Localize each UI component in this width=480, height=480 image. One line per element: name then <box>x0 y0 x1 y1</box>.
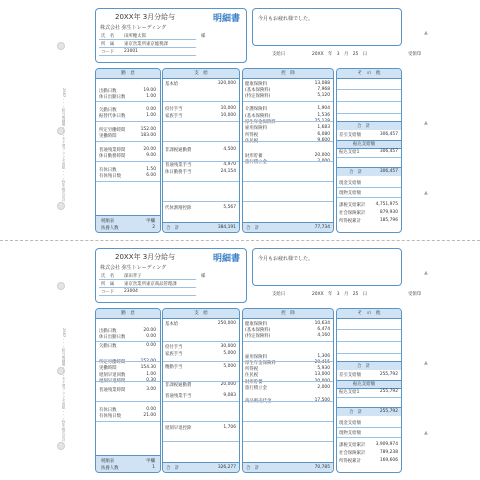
attendance-item-label: 出勤日数 <box>99 329 117 334</box>
pay-date: 20XX 年 3 月 25 日 <box>312 292 368 297</box>
row-divider <box>96 141 160 142</box>
deductions-total-value: 70,785 <box>314 465 330 470</box>
attendance-item-label: 所定労働時間 <box>99 128 126 133</box>
tear-mark-icon: ▲ <box>424 120 428 126</box>
transfer-total-bar <box>337 167 401 176</box>
deduction-item-label: 旅行積立金 <box>245 386 267 391</box>
attendance-item-value: 154.30 <box>140 365 156 370</box>
deductions-total-label: 合 計 <box>246 226 260 231</box>
row-divider <box>163 401 239 402</box>
deduction-item-label: 住民税 <box>245 373 259 378</box>
row-divider <box>337 101 401 102</box>
row-divider <box>243 141 333 142</box>
attendance-item-value: 3.00 <box>146 387 156 392</box>
row-divider <box>337 397 401 398</box>
transfer-label: 振込支給1 <box>339 150 360 155</box>
tear-mark-icon: ▲ <box>424 190 428 196</box>
row-divider <box>163 341 239 342</box>
row-divider <box>163 141 239 142</box>
row-divider <box>243 421 333 422</box>
payment-item-label: 非課税通勤費 <box>165 148 192 153</box>
deductions-total-value: 77,734 <box>314 225 330 230</box>
attendance-item-label: 普通残業時間 <box>99 148 126 153</box>
payment-item-value: 30,000 <box>220 344 236 349</box>
attendance-item-value: 1.00 <box>146 113 156 118</box>
other-total-label: 合 計 <box>357 124 371 129</box>
row-divider <box>163 181 239 182</box>
deduction-item-label: 所得税 <box>245 133 259 138</box>
deduction-item-label: 厚生年金保険料 <box>245 361 276 366</box>
tear-mark-icon: ▲ <box>424 360 428 366</box>
other-total-label: 合 計 <box>357 364 371 369</box>
deduction-item-value: 10,634 <box>314 321 330 326</box>
payment-item-value: 24,154 <box>220 169 236 174</box>
payments-header: 支 給 <box>163 69 239 79</box>
payments-total-bar <box>163 462 239 472</box>
tear-mark-icon: ▲ <box>424 430 428 436</box>
attendance-item-label: 有休残日数 <box>99 174 121 179</box>
deduction-item-value: 1,683 <box>317 125 330 130</box>
attendance-item-value: 1.50 <box>146 167 156 172</box>
code-label: コード <box>101 50 115 55</box>
employee-name: 深田孝子 <box>124 274 142 279</box>
company-name: 株式会社 弥生トレーディング <box>100 265 167 271</box>
dept-label: 所 属 <box>101 42 115 47</box>
deduction-item-value: 13,000 <box>314 372 330 377</box>
row-divider <box>337 157 401 158</box>
attendance-item-value: 6.00 <box>146 173 156 178</box>
row-divider <box>243 401 333 402</box>
dependents-label: 扶養人数 <box>101 466 119 471</box>
row-divider <box>96 101 160 102</box>
transfer-header-bar <box>337 380 401 389</box>
net-pay-value: 306,457 <box>379 132 398 137</box>
attendance-item-value: 152.00 <box>140 359 156 364</box>
other-total-bar <box>337 121 401 130</box>
employee-code: 23004 <box>124 289 138 294</box>
deduction-item-label: 雇用保険料 <box>245 126 267 131</box>
payments-total-label: 合 計 <box>166 466 180 471</box>
deduction-item-label: (特定保険料) <box>245 94 271 99</box>
row-divider <box>96 341 160 342</box>
row-divider <box>163 121 239 122</box>
name-label: 氏 名 <box>101 274 115 279</box>
deduction-item-value: 9,600 <box>317 138 330 143</box>
payments-total-value: 384,191 <box>217 225 236 230</box>
summary-item-value: 789,238 <box>379 450 398 455</box>
underline <box>99 55 196 56</box>
in-kind-pay-label: 現物支給額 <box>339 191 361 196</box>
attendance-item-value: 152.00 <box>140 127 156 132</box>
payment-item-value: 9,083 <box>223 393 236 398</box>
payments-section <box>162 308 240 473</box>
deduction-item-label: (特定保険料) <box>245 334 271 339</box>
receipt-label: 受領印 <box>408 292 422 297</box>
attendance-item-value: 0.00 <box>146 334 156 339</box>
perforation-line <box>0 240 480 241</box>
transfer-total-label: 合 計 <box>349 170 363 175</box>
net-pay-label: 差引支給額 <box>339 373 361 378</box>
row-divider <box>337 329 401 330</box>
tear-mark-icon: ▲ <box>424 30 428 36</box>
payment-item-label: 普通残業手当 <box>165 394 192 399</box>
payment-item-value: 4,970 <box>223 162 236 167</box>
deduction-item-label: 旅行積立金 <box>245 160 267 165</box>
summary-item-label: 所得税累計 <box>339 219 361 224</box>
row-divider <box>243 381 333 382</box>
summary-item-label: 課税支給累計 <box>339 203 366 208</box>
transfer-value: 255,792 <box>379 389 398 394</box>
row-divider <box>96 121 160 122</box>
underline <box>99 295 196 296</box>
employee-name: 田所穂太郎 <box>124 34 146 39</box>
payslip <box>0 240 480 480</box>
row-divider <box>243 121 333 122</box>
payment-item-value: 5,000 <box>223 364 236 369</box>
payments-section <box>162 68 240 233</box>
attendance-item-value: 1.00 <box>146 94 156 99</box>
payment-item-value: 250,000 <box>217 321 236 326</box>
deduction-item-label: (基本保険料) <box>245 114 271 119</box>
underline <box>99 47 196 48</box>
attendance-item-label: 実働時間 <box>99 134 117 139</box>
row-divider <box>337 353 401 354</box>
deduction-item-value: 1,306 <box>317 354 330 359</box>
deductions-header: 控 除 <box>243 309 333 319</box>
attendance-item-label: 欠勤日数 <box>99 344 117 349</box>
deduction-item-value: 20,415 <box>314 360 330 365</box>
summary-item-value: 879,930 <box>379 210 398 215</box>
row-divider <box>243 441 333 442</box>
deduction-item-value: 20,000 <box>314 379 330 384</box>
attendance-header: 勤 怠 <box>96 69 160 79</box>
tax-table-label: 税額表 <box>101 459 115 464</box>
row-divider <box>337 427 401 428</box>
document-title: 明細書 <box>213 14 241 24</box>
row-divider <box>337 187 401 188</box>
other-section <box>336 68 402 233</box>
transfer-label: 振込支給1 <box>339 390 360 395</box>
underline <box>99 279 196 280</box>
employee-code: 23001 <box>124 49 138 54</box>
summary-item-value: 169,606 <box>379 458 398 463</box>
attendance-item-label: 有休日数 <box>99 408 117 413</box>
payments-header: 支 給 <box>163 309 239 319</box>
attendance-item-label: 休日出勤日数 <box>99 95 126 100</box>
deductions-total-bar <box>243 462 333 472</box>
row-divider <box>96 421 160 422</box>
deduction-item-label: 財形貯蓄 <box>245 154 263 159</box>
attendance-section <box>95 68 161 233</box>
underline <box>99 287 196 288</box>
document-title: 明細書 <box>213 254 241 264</box>
payment-item-value: 10,000 <box>220 113 236 118</box>
summary-item-label: 課税支給累計 <box>339 443 366 448</box>
deduction-item-value: 6,474 <box>317 327 330 332</box>
message-text: 今月もお疲れ様でした。 <box>258 16 314 22</box>
attendance-item-value: 20.00 <box>143 147 156 152</box>
deductions-total-label: 合 計 <box>246 466 260 471</box>
row-divider <box>337 89 401 90</box>
other-header: そ の 他 <box>337 309 401 319</box>
attendance-item-label: 遅刻早退回数 <box>99 373 126 378</box>
row-divider <box>243 161 333 162</box>
attendance-item-value: 0.00 <box>146 107 156 112</box>
attendance-item-label: 遅刻早退時間 <box>99 379 126 384</box>
honorific: 様 <box>201 34 206 39</box>
attendance-item-label: 休日出勤日数 <box>99 335 126 340</box>
header-box <box>95 8 247 63</box>
deduction-item-value: 13,088 <box>314 81 330 86</box>
attendance-item-value: 0.00 <box>146 343 156 348</box>
edge-print-text: 2987・・・給与明細書・・・タテ型プリンタ用紙・・・弥生株式会社 <box>62 328 66 442</box>
dependents-value: 2 <box>152 225 155 230</box>
payment-item-label: 家族手当 <box>165 114 183 119</box>
row-divider <box>163 421 239 422</box>
payment-item-value: 5,567 <box>223 205 236 210</box>
dependents-value: 1 <box>152 465 155 470</box>
payment-item-label: 休日勤務手当 <box>165 170 192 175</box>
row-divider <box>96 401 160 402</box>
payment-item-value: 1,706 <box>223 425 236 430</box>
department: 東京営業所東京総務課 <box>124 42 168 47</box>
pay-period: 20XX年 3月分給与 <box>115 13 176 21</box>
other-header: そ の 他 <box>337 69 401 79</box>
department: 東京営業所東京商品管理課 <box>124 282 177 287</box>
payment-item-label: 非課税通勤費 <box>165 383 192 388</box>
summary-item-label: 社会保険累計 <box>339 211 366 216</box>
attendance-item-label: 有休残日数 <box>99 414 121 419</box>
message-box <box>252 8 402 46</box>
payment-item-label: 精勤手当 <box>165 365 183 370</box>
deduction-item-label: 商品販売代金 <box>245 399 272 404</box>
summary-item-value: 3,909,974 <box>375 442 398 447</box>
attendance-item-label: 普通残業時間 <box>99 388 126 393</box>
deduction-item-value: 2,000 <box>317 385 330 390</box>
row-divider <box>337 341 401 342</box>
row-divider <box>243 341 333 342</box>
tax-table-label: 税額表 <box>101 219 115 224</box>
deduction-item-label: 厚生年金保険料 <box>245 120 276 125</box>
summary-item-value: 4,751,975 <box>375 202 398 207</box>
transfer-header: 振込支給額 <box>353 142 375 147</box>
row-divider <box>163 381 239 382</box>
payment-item-value: 320,000 <box>217 81 236 86</box>
attendance-item-label: 休日勤務時間 <box>99 154 126 159</box>
honorific: 様 <box>201 274 206 279</box>
attendance-item-label: 実働時間 <box>99 366 117 371</box>
row-divider <box>163 201 239 202</box>
net-pay-value: 255,792 <box>379 372 398 377</box>
payment-item-label: 基本給 <box>165 82 179 87</box>
attendance-item-label: 振替代休日数 <box>99 114 126 119</box>
other-total-bar <box>337 361 401 370</box>
attendance-item-value: 19.00 <box>143 88 156 93</box>
message-box <box>252 248 402 286</box>
payment-item-label: 基本給 <box>165 322 179 327</box>
payment-item-value: 4,500 <box>223 147 236 152</box>
row-divider <box>163 361 239 362</box>
row-divider <box>337 113 401 114</box>
in-kind-pay-label: 現物支給額 <box>339 431 361 436</box>
other-section <box>336 308 402 473</box>
deduction-item-value: 1,536 <box>317 113 330 118</box>
payment-item-label: 家族手当 <box>165 352 183 357</box>
deduction-item-label: (基本保険料) <box>245 328 271 333</box>
name-label: 氏 名 <box>101 34 115 39</box>
row-divider <box>96 361 160 362</box>
attendance-item-label: 出勤日数 <box>99 89 117 94</box>
deduction-item-value: 7,968 <box>317 87 330 92</box>
row-divider <box>243 181 333 182</box>
deductions-section <box>242 308 334 473</box>
row-divider <box>163 161 239 162</box>
row-divider <box>243 361 333 362</box>
payment-item-value: 10,000 <box>220 106 236 111</box>
row-divider <box>337 197 401 198</box>
transfer-value: 306,457 <box>379 149 398 154</box>
payments-total-label: 合 計 <box>166 226 180 231</box>
row-divider <box>163 441 239 442</box>
deduction-item-label: 健康保険料 <box>245 82 267 87</box>
payment-item-label: 普通残業手当 <box>165 163 192 168</box>
receipt-label: 受領印 <box>408 52 422 57</box>
transfer-total-bar <box>337 407 401 416</box>
dependents-label: 扶養人数 <box>101 226 119 231</box>
attendance-item-value: 21.00 <box>143 413 156 418</box>
pay-date: 20XX 年 3 月 25 日 <box>312 52 368 57</box>
payment-item-label: 遅刻早退控除 <box>165 426 192 431</box>
deduction-item-label: 住民税 <box>245 139 259 144</box>
binder-hole <box>57 282 65 290</box>
deduction-item-value: 17,500 <box>314 398 330 403</box>
attendance-item-label: 有休日数 <box>99 168 117 173</box>
deductions-header: 控 除 <box>243 69 333 79</box>
deductions-section <box>242 68 334 233</box>
company-name: 株式会社 弥生トレーディング <box>100 25 167 31</box>
tax-table-value: 甲欄 <box>146 219 155 224</box>
row-divider <box>96 161 160 162</box>
row-divider <box>243 201 333 202</box>
attendance-footer <box>96 455 160 472</box>
payment-item-label: 代休割増控除 <box>165 206 192 211</box>
summary-item-value: 185,796 <box>379 218 398 223</box>
code-label: コード <box>101 290 115 295</box>
payments-total-value: 326,277 <box>217 465 236 470</box>
summary-item-label: 所得税累計 <box>339 459 361 464</box>
payments-total-bar <box>163 222 239 232</box>
deduction-item-value: 20,000 <box>314 153 330 158</box>
row-divider <box>163 101 239 102</box>
attendance-item-label: 所定労働時間 <box>99 360 126 365</box>
deduction-item-label: 財形貯蓄 <box>245 380 263 385</box>
deduction-item-value: 5,930 <box>317 366 330 371</box>
underline <box>99 39 196 40</box>
payment-item-label: 役付手当 <box>165 107 183 112</box>
attendance-header: 勤 怠 <box>96 309 160 319</box>
header-box <box>95 248 247 303</box>
cash-pay-label: 現金支給額 <box>339 181 361 186</box>
deduction-item-label: 健康保険料 <box>245 322 267 327</box>
deduction-item-label: 介護保険料 <box>245 107 267 112</box>
attendance-item-value: 0.00 <box>146 407 156 412</box>
edge-print-text: 2987・・・給与明細書・・・タテ型プリンタ用紙・・・弥生株式会社 <box>62 88 66 202</box>
transfer-header: 振込支給額 <box>353 382 375 387</box>
attendance-item-label: 欠勤日数 <box>99 108 117 113</box>
binder-hole <box>57 202 65 210</box>
deduction-item-value: 2,000 <box>317 159 330 164</box>
transfer-header-bar <box>337 140 401 149</box>
row-divider <box>96 181 160 182</box>
cash-pay-label: 現金支給額 <box>339 421 361 426</box>
deduction-item-label: (基本保険料) <box>245 88 271 93</box>
transfer-total-value: 306,457 <box>379 169 398 174</box>
payment-item-label: 役付手当 <box>165 345 183 350</box>
tear-mark-icon: ▲ <box>424 270 428 276</box>
attendance-item-value: 0.30 <box>146 378 156 383</box>
attendance-item-value: 1.00 <box>146 372 156 377</box>
pay-period: 20XX年 3月分給与 <box>115 253 176 261</box>
net-pay-label: 差引支給額 <box>339 133 361 138</box>
deductions-total-bar <box>243 222 333 232</box>
deduction-item-value: 25,128 <box>314 119 330 124</box>
transfer-total-label: 合 計 <box>349 410 363 415</box>
attendance-item-value: 183.00 <box>140 133 156 138</box>
transfer-total-value: 255,792 <box>379 409 398 414</box>
deduction-item-value: 4,160 <box>317 333 330 338</box>
attendance-item-value: 20.00 <box>143 328 156 333</box>
pay-date-label: 支給日 <box>272 292 286 297</box>
row-divider <box>337 437 401 438</box>
payment-item-value: 20,000 <box>220 382 236 387</box>
attendance-section <box>95 308 161 473</box>
deduction-item-value: 6,080 <box>317 132 330 137</box>
dept-label: 所 属 <box>101 282 115 287</box>
payment-item-value: 5,000 <box>223 351 236 356</box>
binder-hole <box>57 442 65 450</box>
row-divider <box>96 381 160 382</box>
summary-item-label: 社会保険累計 <box>339 451 366 456</box>
deduction-item-value: 5,120 <box>317 93 330 98</box>
binder-hole <box>57 42 65 50</box>
row-divider <box>243 101 333 102</box>
message-text: 今月もお疲れ様でした。 <box>258 256 314 262</box>
tax-table-value: 甲欄 <box>146 459 155 464</box>
deduction-item-label: 雇用保険料 <box>245 355 267 360</box>
deduction-item-value: 1,904 <box>317 106 330 111</box>
attendance-item-value: 9.00 <box>146 153 156 158</box>
attendance-footer <box>96 215 160 232</box>
pay-date-label: 支給日 <box>272 52 286 57</box>
deduction-item-label: 所得税 <box>245 367 259 372</box>
